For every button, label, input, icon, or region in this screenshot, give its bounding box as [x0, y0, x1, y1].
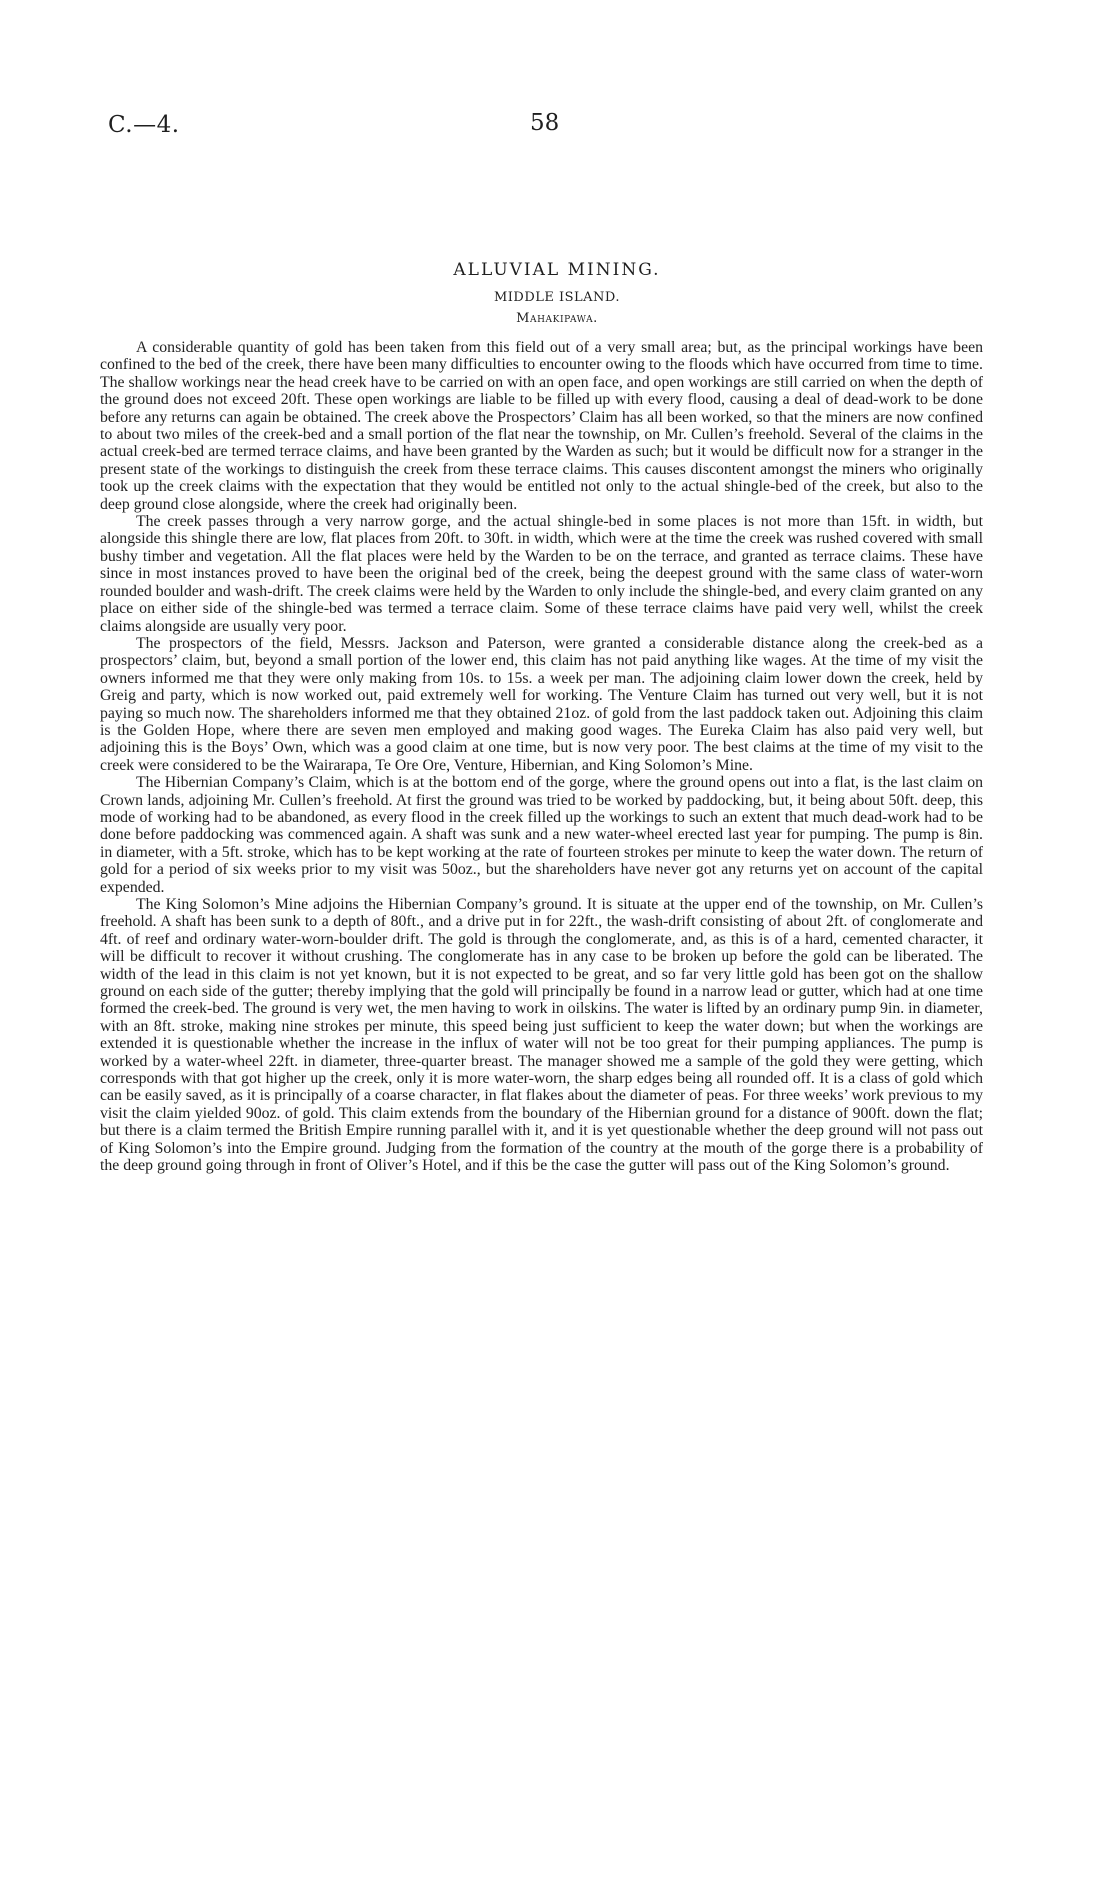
page-number: 58: [530, 110, 560, 136]
paragraph: The King Solomon’s Mine adjoins the Hibernian Company’s ground. It is situate at the upper end of the township, on Mr. Cullen’s freehold. A shaft has been sunk to a depth of 80ft., and a drive put in for 22ft., the wash-drift consisting of about 2ft. of conglomerate and 4ft. of reef and ordinary water-worn-boulder drift. The gold is through the conglomerate, and, as this is of a hard, cemented character, it will be difficult to recover it without crushing. The conglomerate has in any case to be broken up before the gold can be liberated. The width of the lead in this claim is not yet known, but it is not expected to be great, and so far very little gold has been got on the shallow ground on each side of the gutter; thereby implying that the gold will principally be found in a narrow lead or gutter, which had at one time formed the creek-bed. The ground is very wet, the men having to work in oilskins. The water is lifted by an ordinary pump 9in. in diameter, with an 8ft. stroke, making nine strokes per minute, this speed being just sufficient to keep the water down; but when the workings are extended it is questionable whether the increase in the influx of water will not be too great for their pumping appliances. The pump is worked by a water-wheel 22ft. in diameter, three-quarter breast. The manager showed me a sample of the gold they were getting, which corresponds with that got higher up the creek, only it is more water-worn, the sharp edges being all rounded off. It is a class of gold which can be easily saved, as it is principally of a coarse character, in flat flakes about the diameter of peas. For three weeks’ work previous to my visit the claim yielded 90oz. of gold. This claim extends from the boundary of the Hibernian ground for a distance of 900ft. down the flat; but there is a claim termed the British Empire running parallel with it, and it is yet questionable whether the deep ground will not pass out of King Solomon’s into the Empire ground. Judging from the formation of the country at the mouth of the gorge there is a probability of the deep ground going through in front of Oliver’s Hotel, and if this be the case the gutter will pass out of the King Solomon’s ground.: [100, 896, 983, 1175]
article-body: [100, 339, 983, 1175]
paragraph: The Hibernian Company’s Claim, which is at the bottom end of the gorge, where the ground opens out into a flat, is the last claim on Crown lands, adjoining Mr. Cullen’s freehold. At first the ground was tried to be worked by paddocking, but, it being about 50ft. deep, this mode of working had to be abandoned, as every flood in the creek filled up the workings to such an extent that much dead-work had to be done before paddocking was commenced again. A shaft was sunk and a new water-wheel erected last year for pumping. The pump is 8in. in diameter, with a 5ft. stroke, which has to be kept working at the rate of fourteen strokes per minute to keep the water down. The return of gold for a period of six weeks prior to my visit was 50oz., but the shareholders have never got any returns yet on account of the capital expended.: [100, 774, 983, 896]
paragraph: A considerable quantity of gold has been taken from this field out of a very small area; but, as the principal workings have been confined to the bed of the creek, there have been many difficulties to encounter owing to the floods which have occurred from time to time. The shallow workings near the head creek have to be carried on with an open face, and open workings are still carried on when the depth of the ground does not exceed 20ft. These open workings are liable to be filled up with every flood, causing a deal of dead-work to be done before any returns can again be obtained. The creek above the Prospectors’ Claim has all been worked, so that the miners are now confined to about two miles of the creek-bed and a small portion of the flat near the township, on Mr. Cullen’s freehold. Several of the claims in the actual creek-bed are termed terrace claims, and have been granted by the Warden as such; but it would be difficult now for a stranger in the present state of the workings to distinguish the creek from these terrace claims. This causes discontent amongst the miners who originally took up the creek claims with the expectation that they would be entitled not only to the actual shingle-bed of the creek, but also to the deep ground close alongside, where the creek had originally been.: [100, 339, 983, 513]
document-reference: C.—4.: [108, 112, 180, 138]
section-subtitle: MIDDLE ISLAND.: [493, 290, 621, 305]
paragraph: The prospectors of the field, Messrs. Jackson and Paterson, were granted a considerable distance along the creek-bed as a prospectors’ claim, but, beyond a small portion of the lower end, this claim has not paid anything like wages. At the time of my visit the owners informed me that they were only making from 10s. to 15s. a week per man. The adjoining claim lower down the creek, held by Greig and party, which is now worked out, paid extremely well for working. The Venture Claim has turned out very well, but it is not paying so much now. The shareholders informed me that they obtained 21oz. of gold from the last paddock taken out. Adjoining this claim is the Golden Hope, where there are seven men employed and making good wages. The Eureka Claim has also paid very well, but adjoining this is the Boys’ Own, which was a good claim at one time, but is now very poor. The best claims at the time of my visit to the creek were considered to be the Wairarapa, Te Ore Ore, Venture, Hibernian, and King Solomon’s Mine.: [100, 634, 983, 774]
paragraph: The creek passes through a very narrow gorge, and the actual shingle-bed in some places is not more than 15ft. in width, but alongside this shingle there are low, flat places from 20ft. to 30ft. in width, which were at the time the creek was rushed covered with small bushy timber and vegetation. All the flat places were held by the Warden to be on the terrace, and granted as terrace claims. These have since in most instances proved to have been the original bed of the creek, being the deepest ground with the same class of water-worn rounded boulder and wash-drift. The creek claims were held by the Warden to only include the shingle-bed, and every claim granted on any place on either side of the shingle-bed was termed a terrace claim. Some of these terrace claims have paid very well, whilst the creek claims alongside are usually very poor.: [100, 513, 983, 635]
place-heading: Mahakipawa.: [516, 311, 598, 326]
section-title: ALLUVIAL MINING.: [453, 260, 661, 280]
